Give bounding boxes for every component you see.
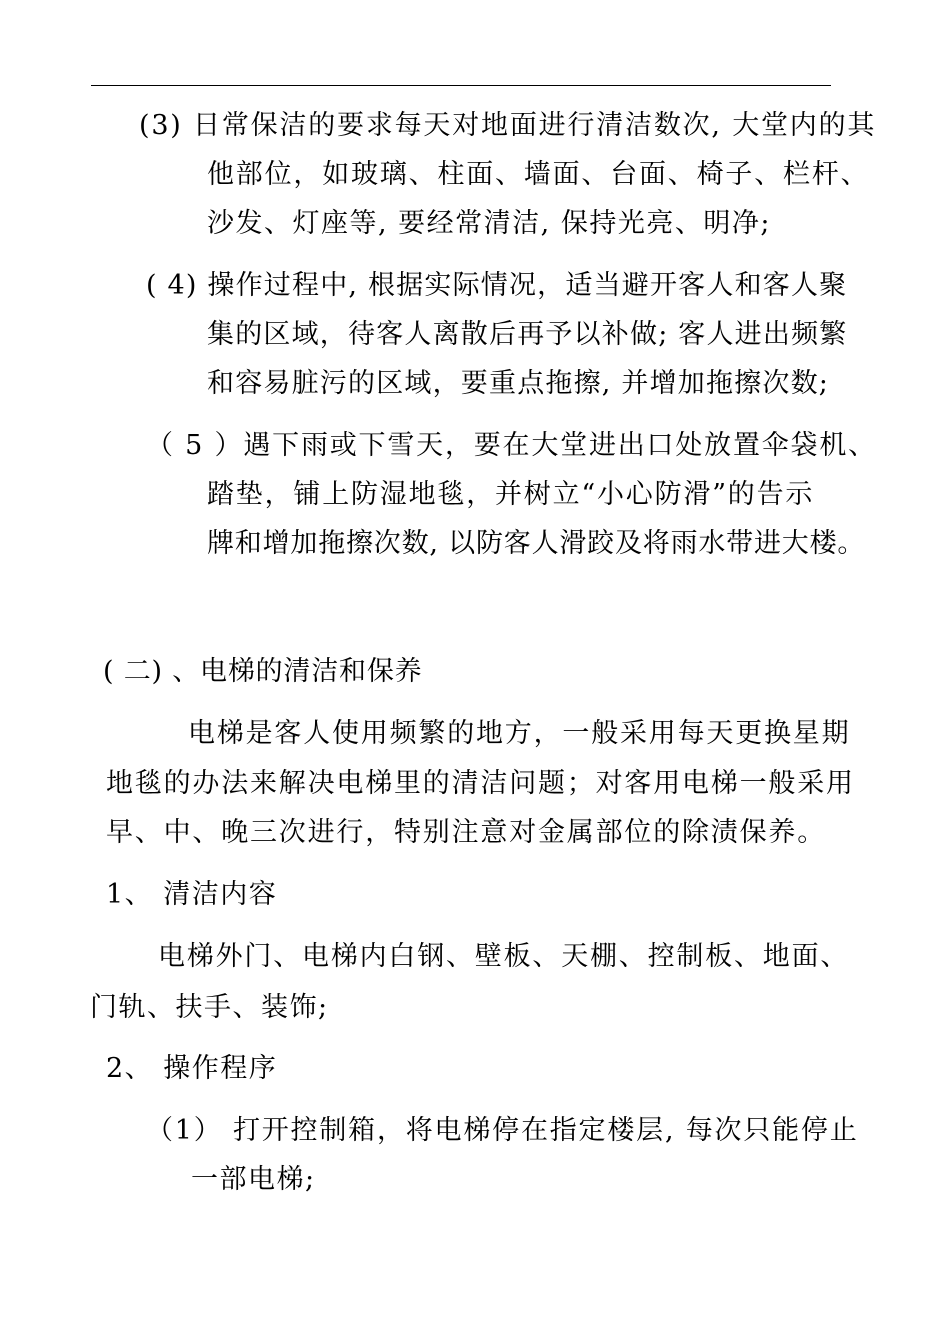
item-3-line-3: 沙发、灯座等, 要经常清洁, 保持光亮、明净; <box>207 208 771 239</box>
item-5-line-2: 踏垫，铺上防湿地毯，并树立“小心防滑”的告示 <box>207 479 815 510</box>
section-heading-elevator: ( 二) 、电梯的清洁和保养 <box>103 656 423 687</box>
header-rule <box>91 85 831 86</box>
item-3-line-1: (3) 日常保洁的要求每天对地面进行清洁数次, 大堂内的其 <box>139 110 877 141</box>
item-4-line-2: 集的区域，待客人离散后再予以补做; 客人进出频繁 <box>207 319 848 350</box>
item-5-line-3: 牌和增加拖擦次数, 以防客人滑跤及将雨水带进大楼。 <box>207 528 866 559</box>
item-4-line-1: ( 4) 操作过程中, 根据实际情况，适当避开客人和客人聚 <box>146 270 848 301</box>
item-3-line-2: 他部位，如玻璃、柱面、墙面、台面、椅子、栏杆、 <box>207 159 870 190</box>
paragraph-line-3: 早、中、晚三次进行，特别注意对金属部位的除渍保养。 <box>106 817 826 848</box>
content-line-2: 门轨、扶手、装饰; <box>90 992 329 1023</box>
subheading-operation-procedure: 2、 操作程序 <box>106 1053 278 1084</box>
subheading-cleaning-content: 1、 清洁内容 <box>106 879 278 910</box>
paragraph-line-2: 地毯的办法来解决电梯里的清洁问题；对客用电梯一般采用 <box>106 768 855 799</box>
step-1-line-1: （1） 打开控制箱，将电梯停在指定楼层, 每次只能停止 <box>146 1115 859 1146</box>
paragraph-line-1: 电梯是客人使用频繁的地方，一般采用每天更换星期 <box>188 718 851 749</box>
item-5-line-1: （ 5 ）遇下雨或下雪天，要在大堂进出口处放置伞袋机、 <box>146 430 877 461</box>
item-4-line-3: 和容易脏污的区域，要重点拖擦, 并增加拖擦次数; <box>207 368 830 399</box>
content-line-1: 电梯外门、电梯内白钢、壁板、天棚、控制板、地面、 <box>158 941 850 972</box>
step-1-line-2: 一部电梯; <box>191 1164 316 1195</box>
